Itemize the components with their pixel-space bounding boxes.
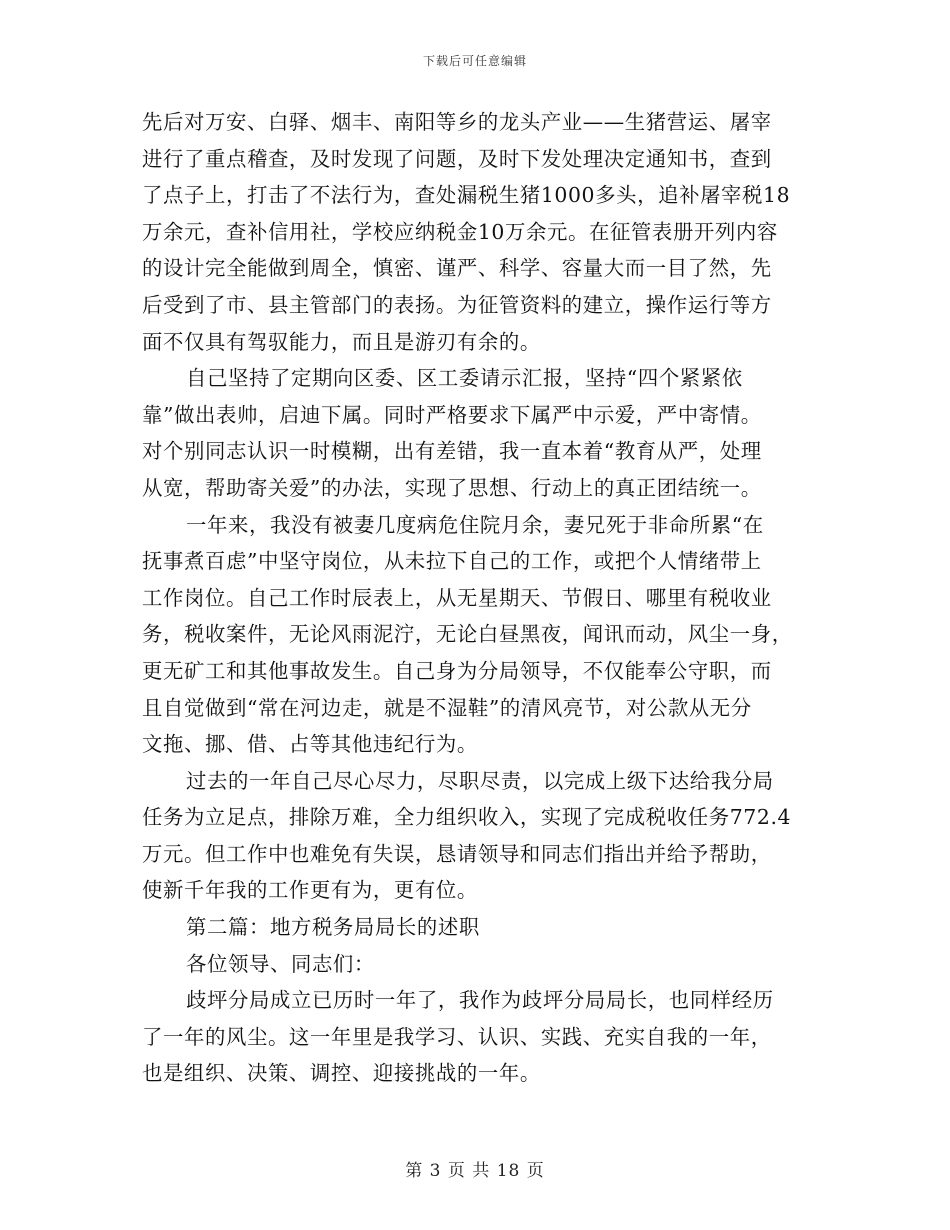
text-line: 万元。但工作中也难免有失误，恳请领导和同志们指出并给予帮助，: [142, 841, 772, 866]
text-line: 使新千年我的工作更有为，更有位。: [142, 878, 478, 903]
text-line: 进行了重点稽查，及时发现了问题，及时下发处理决定通知书，查到: [142, 146, 772, 171]
text-line: 任务为立足点，排除万难，全力组织收入，实现了完成税收任务772.4: [142, 805, 792, 830]
text-line: 更无矿工和其他事故发生。自己身为分局领导，不仅能奉公守职，而: [142, 658, 772, 683]
text-line: 各位领导、同志们：: [186, 951, 375, 976]
text-line: 务，税收案件，无论风雨泥泞，无论白昼黑夜，闻讯而动，风尘一身，: [142, 622, 793, 647]
text-line: 万余元，查补信用社，学校应纳税金10万余元。在征管表册开列内容: [142, 219, 778, 244]
text-line: 抚事煮百虑”中坚守岗位，从未拉下自己的工作，或把个人情绪带上: [142, 549, 762, 574]
text-line: 歧坪分局成立已历时一年了，我作为歧坪分局局长，也同样经历: [186, 988, 774, 1013]
text-line: 也是组织、决策、调控、迎接挑战的一年。: [142, 1061, 541, 1086]
page-header: 下载后可任意编辑: [422, 54, 527, 68]
text-line: 文拖、挪、借、占等其他违纪行为。: [142, 732, 478, 757]
text-line: 过去的一年自己尽心尽力，尽职尽责，以完成上级下达给我分局: [186, 768, 774, 793]
text-line: 对个别同志认识一时模糊，出有差错，我一直本着“教育从严，处理: [142, 439, 762, 464]
text-line: 先后对万安、白驿、烟丰、南阳等乡的龙头产业——生猪营运、屠宰: [142, 110, 772, 134]
text-line: 靠”做出表帅，启迪下属。同时严格要求下属严中示爱，严中寄情。: [142, 402, 762, 427]
text-line: 面不仅具有驾驭能力，而且是游刃有余的。: [142, 329, 541, 354]
text-line: 的设计完全能做到周全，慎密、谨严、科学、容量大而一目了然，先: [142, 256, 772, 281]
text-line: 一年来，我没有被妻几度病危住院月余，妻兄死于非命所累“在: [186, 512, 764, 537]
text-line: 工作岗位。自己工作时辰表上，从无星期天、节假日、哪里有税收业: [142, 585, 772, 610]
text-line: 了一年的风尘。这一年里是我学习、认识、实践、充实自我的一年，: [142, 1024, 772, 1049]
text-line: 后受到了市、县主管部门的表扬。为征管资料的建立，操作运行等方: [142, 292, 772, 317]
document-body: [142, 104, 814, 1092]
text-line: 第二篇：地方税务局局长的述职: [186, 915, 480, 940]
text-line: 且自觉做到“常在河边走，就是不湿鞋”的清风亮节，对公款从无分: [142, 695, 752, 720]
text-line: 从宽，帮助寄关爱”的办法，实现了思想、行动上的真正团结统一。: [142, 475, 762, 500]
text-line: 了点子上，打击了不法行为，查处漏税生猪1000多头，追补屠宰税18: [142, 183, 791, 208]
page-footer: 第 3 页 共 18 页: [405, 1161, 545, 1181]
text-line: 自己坚持了定期向区委、区工委请示汇报，坚持“四个紧紧依: [186, 366, 743, 391]
